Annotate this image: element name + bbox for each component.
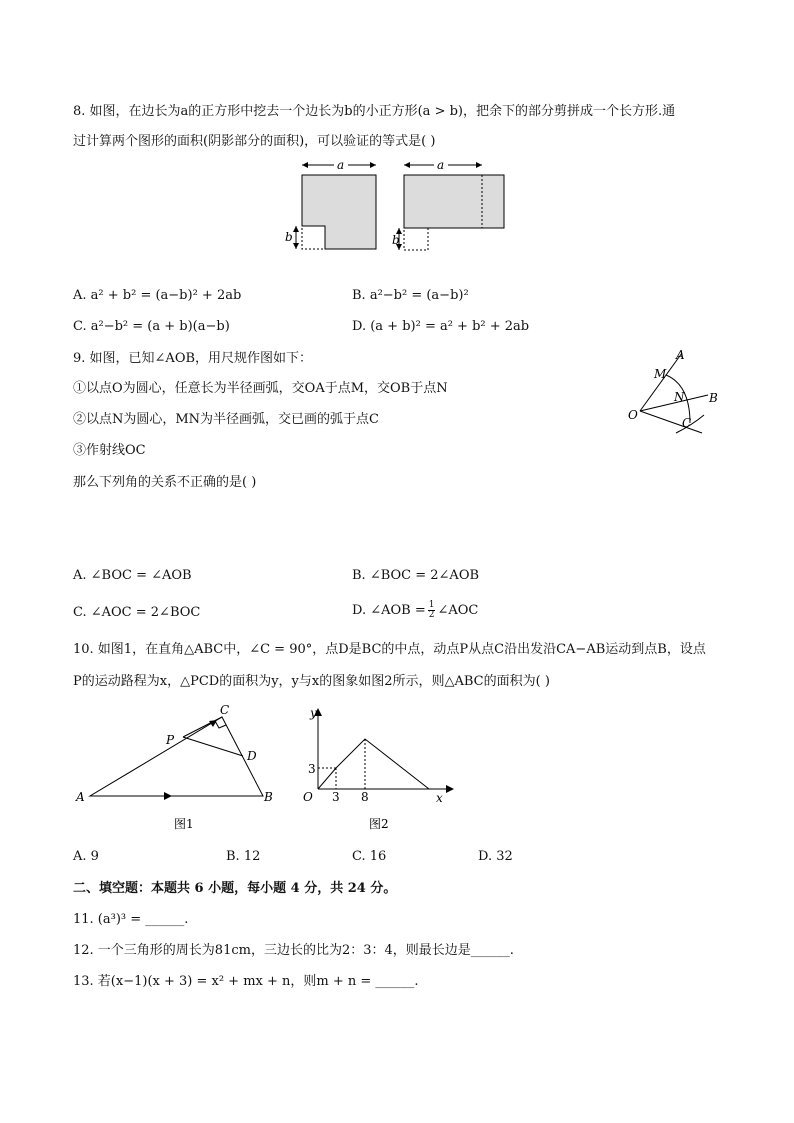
q8-line2: 过计算两个图形的面积(阴影部分的面积)，可以验证的等式是( )	[73, 134, 436, 149]
q9-option-d-prefix: D. ∠AOB =	[352, 603, 426, 618]
q10-fig2-label-x: x	[436, 791, 443, 805]
q9-label-m: M	[654, 367, 667, 381]
q8-arrowhead	[404, 162, 410, 168]
q10-triangle-abc	[90, 717, 263, 796]
q8-small-square	[302, 226, 325, 249]
q10-fig2-tick-3y: 3	[308, 762, 316, 776]
q9-figure	[620, 345, 730, 445]
q9-option-d-denominator: 2	[428, 610, 435, 620]
q10-direction-arrow-icon	[164, 792, 172, 800]
q9-option-c: C. ∠AOC = 2∠BOC	[73, 605, 201, 620]
q9-label-o: O	[628, 408, 638, 422]
q8-line1: 8. 如图，在边长为a的正方形中挖去一个边长为b的小正方形(a > b)，把余下的部分剪拼成一个长方形.通	[73, 104, 676, 119]
q10-line2: P的运动路程为x，△PCD的面积为y，y与x的图象如图2所示，则△ABC的面积为( )	[73, 674, 550, 689]
q9-label-a: A	[676, 348, 685, 362]
q10-fig2-label-y: y	[310, 706, 317, 720]
q10-fig2-tick-8x: 8	[361, 790, 369, 804]
q8-arrowhead	[293, 226, 299, 232]
q10-segment-pc	[183, 717, 222, 737]
q10-fig2-x-arrow-icon	[446, 785, 454, 793]
q9-option-d-numerator: 1	[428, 600, 435, 610]
q8-figure	[280, 155, 520, 255]
q9-question: 那么下列角的关系不正确的是( )	[73, 475, 257, 490]
q8-option-d: D. (a + b)² = a² + b² + 2ab	[352, 319, 530, 334]
q8-arrowhead	[476, 162, 482, 168]
q10-option-a: A. 9	[73, 849, 99, 864]
q9-option-b: B. ∠BOC = 2∠AOB	[352, 568, 480, 583]
q9-ray-oc	[640, 411, 702, 433]
q9-line1: 9. 如图，已知∠AOB，用尺规作图如下：	[73, 351, 313, 366]
section-2-title: 二、填空题：本题共 6 小题，每小题 4 分，共 24 分。	[73, 881, 397, 896]
q9-label-b: B	[709, 391, 718, 405]
q9-label-n: N	[674, 390, 685, 404]
q9-step1: ①以点O为圆心，任意长为半径画弧，交OA于点M，交OB于点N	[73, 381, 448, 396]
q9-option-d-fraction	[428, 601, 436, 620]
q9-step2: ②以点N为圆心，MN为半径画弧，交已画的弧于点C	[73, 412, 380, 427]
q10-fig1-caption: 图1	[174, 817, 194, 831]
q8-option-c: C. a²−b² = (a + b)(a−b)	[73, 319, 230, 334]
q9-label-c: C	[682, 416, 692, 430]
q10-figure-2	[290, 700, 460, 835]
q10-option-b: B. 12	[226, 849, 261, 864]
q10-line1: 10. 如图1，在直角△ABC中，∠C = 90°，点D是BC的中点，动点P从点C沿出发沿CA−AB运动到点B，设点	[73, 642, 706, 657]
q8-label-a-left: a	[337, 158, 345, 172]
q13-text: 13. 若(x−1)(x + 3) = x² + mx + n，则m + n = ______.	[73, 974, 419, 989]
q8-shaded-rectangle	[404, 175, 504, 228]
q10-fig2-caption: 图2	[369, 817, 389, 831]
q10-option-c: C. 16	[352, 849, 387, 864]
q8-option-b: B. a²−b² = (a−b)²	[352, 288, 469, 303]
q8-rect-small-square	[404, 228, 428, 250]
q10-fig1-label-c: C	[220, 703, 230, 717]
q8-arrowhead	[302, 162, 308, 168]
q8-option-a: A. a² + b² = (a−b)² + 2ab	[73, 288, 242, 303]
q11-text: 11. (a³)³ = ______.	[73, 912, 189, 927]
q8-shaded-square	[302, 175, 376, 249]
q12-text: 12. 一个三角形的周长为81cm，三边长的比为2：3：4，则最长边是______.	[73, 943, 514, 958]
q10-fig1-label-p: P	[166, 733, 175, 747]
q8-label-b-left: b	[285, 230, 293, 244]
q10-option-d: D. 32	[478, 849, 513, 864]
q8-label-a-right: a	[437, 158, 445, 172]
q8-label-b-right: b	[392, 233, 400, 247]
q10-fig1-label-b: B	[264, 790, 273, 804]
q10-figure-1	[70, 700, 290, 835]
q9-option-d-suffix: ∠AOC	[437, 603, 479, 618]
q9-option-a: A. ∠BOC = ∠AOB	[73, 568, 192, 583]
q9-option-d	[352, 601, 478, 620]
q10-fig2-tick-3x: 3	[332, 790, 340, 804]
q10-fig2-graph-line	[318, 739, 429, 789]
q9-step3: ③作射线OC	[73, 443, 146, 458]
q8-arrowhead	[293, 243, 299, 249]
q10-fig1-label-a: A	[76, 790, 85, 804]
q10-fig2-label-o: O	[303, 790, 313, 804]
q10-fig1-label-d: D	[247, 749, 257, 763]
q8-arrowhead	[370, 162, 376, 168]
